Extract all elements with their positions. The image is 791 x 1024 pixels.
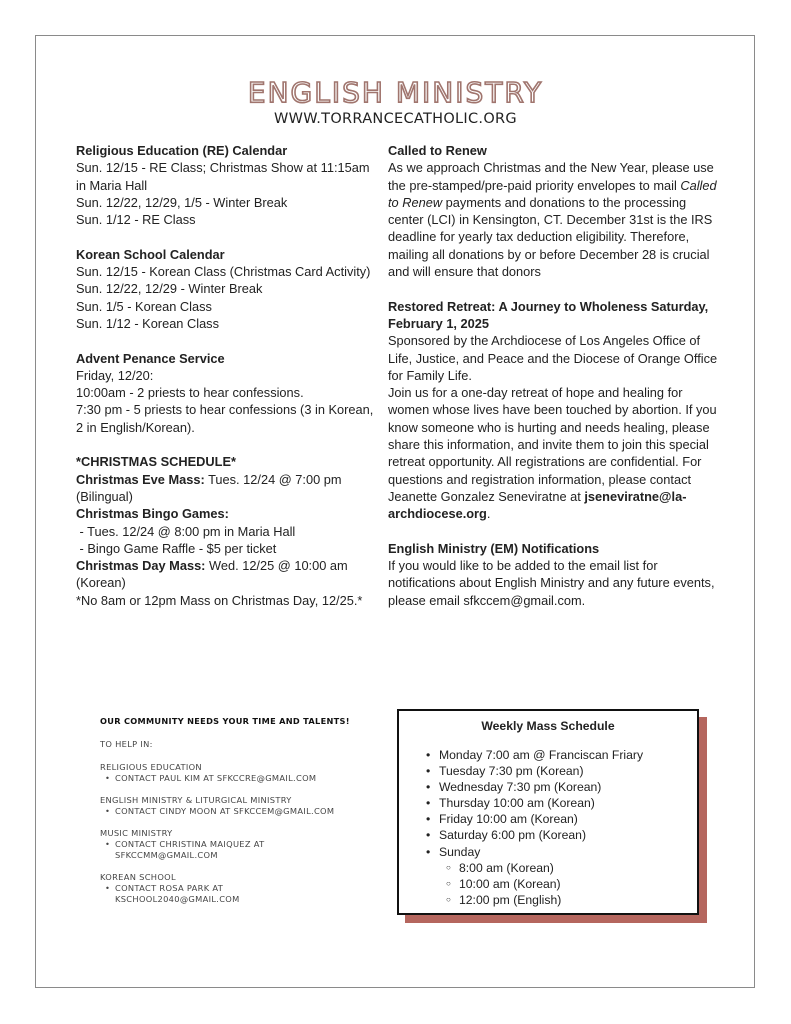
section-heading: Korean School Calendar xyxy=(76,246,225,262)
mass-item: • Monday 7:00 am @ Franciscan Friary xyxy=(439,747,697,763)
retreat-sponsor: Sponsored by the Archdiocese of Los Angeles Office of Life, Justice, and Peace and the Diocese of Orange Office for Family Life. xyxy=(388,333,718,383)
right-column xyxy=(388,142,723,626)
notifications-section xyxy=(388,540,723,609)
mass-list xyxy=(399,747,697,908)
ministry-contact: • CONTACT ROSA PARK AT KSCHOOL2040@GMAIL.COM xyxy=(115,883,265,905)
christmas-eve-mass xyxy=(76,471,376,506)
sunday-mass-item: ○ 8:00 am (Korean) xyxy=(459,860,697,876)
christmas-day-mass xyxy=(76,557,376,592)
section-heading: English Ministry (EM) Notifications xyxy=(388,540,600,556)
renew-italic: Called to Renew xyxy=(388,177,717,210)
mass-schedule-title: Weekly Mass Schedule xyxy=(481,719,615,733)
left-column xyxy=(76,142,376,626)
mass-item: • Friday 10:00 am (Korean) xyxy=(439,811,697,827)
penance-section xyxy=(76,350,376,436)
korean-calendar-section xyxy=(76,246,376,332)
calendar-line: Sun. 12/22, 12/29, 1/5 - Winter Break xyxy=(76,194,288,210)
calendar-line: Sun. 12/15 - Korean Class (Christmas Card Activity) xyxy=(76,264,371,280)
re-calendar-section xyxy=(76,142,376,228)
sunday-mass-item: ○ 12:00 pm (English) xyxy=(459,892,697,908)
retreat-body: Join us for a one-day retreat of hope and healing for women whose lives have been touched by abortion. If you know someone who is hurting and needs healing, please share this information, and invite them to join this special retreat opportunity. All registrations are confidential. For questions and registration information, please contact Jeanette Gonzalez Seneviratne at xyxy=(388,385,717,504)
mass-item: • Saturday 6:00 pm (Korean) xyxy=(439,827,697,843)
penance-line: 7:30 pm - 5 priests to hear confessions (3 in Korean, 2 in English/Korean). xyxy=(76,402,374,435)
called-to-renew-section xyxy=(388,142,723,280)
christmas-note: *No 8am or 12pm Mass on Christmas Day, 12/25.* xyxy=(76,592,363,608)
ministry-contact: • CONTACT CINDY MOON AT SFKCCEM@GMAIL.COM xyxy=(115,806,370,817)
mass-item: • Wednesday 7:30 pm (Korean) xyxy=(439,779,697,795)
penance-line: Friday, 12/20: xyxy=(76,367,154,383)
page-title: ENGLISH MINISTRY xyxy=(247,76,544,109)
period: . xyxy=(486,506,491,522)
section-heading: Restored Retreat: A Journey to Wholeness Saturday, February 1, 2025 xyxy=(388,298,709,331)
website-url: WWW.TORRANCECATHOLIC.ORG xyxy=(274,111,517,127)
ministry-name: KOREAN SCHOOL xyxy=(100,872,176,882)
retreat-email-link[interactable]: jseneviratne@la-archdiocese.org xyxy=(388,488,687,522)
mass-item-sunday xyxy=(439,844,697,908)
value: Tues. 12/24 @ 7:00 pm (Bilingual) xyxy=(76,471,342,504)
notifications-text: If you would like to be added to the email list for notifications about English Ministry and any future events, please email sfkccem@gmail.com. xyxy=(388,558,715,608)
bingo-line: - Tues. 12/24 @ 8:00 pm in Maria Hall xyxy=(76,523,296,539)
bingo-line: - Bingo Game Raffle - $5 per ticket xyxy=(76,540,277,556)
mass-item: • Tuesday 7:30 pm (Korean) xyxy=(439,763,697,779)
community-subtitle: TO HELP IN: xyxy=(100,739,153,749)
calendar-line: Sun. 1/12 - Korean Class xyxy=(76,315,219,331)
section-heading: *CHRISTMAS SCHEDULE* xyxy=(76,454,236,470)
calendar-line: Sun. 1/12 - RE Class xyxy=(76,212,196,228)
masthead xyxy=(0,76,791,128)
sunday-mass-item: ○ 10:00 am (Korean) xyxy=(459,876,697,892)
section-heading: Called to Renew xyxy=(388,143,487,158)
ministry-item xyxy=(100,828,370,861)
ministry-contact: • CONTACT PAUL KIM AT SFKCCRE@GMAIL.COM xyxy=(115,773,370,784)
renew-text: As we approach Christmas and the New Year, please use the pre-stamped/pre-paid priority envelopes to mail xyxy=(388,160,714,193)
mass-schedule-box xyxy=(397,709,699,915)
section-heading: Advent Penance Service xyxy=(76,350,225,366)
renew-text: payments and donations to the processing center (LCI) in Kensington, CT. December 31st is the IRS deadline for yearly tax deduction eligibility. Therefore, mailing all donations by or before December 28 is crucial and will ensure that donors xyxy=(388,194,713,280)
value: Wed. 12/25 @ 10:00 am (Korean) xyxy=(76,558,348,591)
sunday-list xyxy=(439,860,697,908)
community-section xyxy=(100,716,370,916)
retreat-section xyxy=(388,298,723,523)
label: Christmas Day Mass: xyxy=(76,558,206,574)
penance-line: 10:00am - 2 priests to hear confessions. xyxy=(76,385,304,401)
ministry-item xyxy=(100,762,370,784)
ministry-name: ENGLISH MINISTRY & LITURGICAL MINISTRY xyxy=(100,795,292,805)
ministry-item xyxy=(100,795,370,817)
label: Christmas Eve Mass: xyxy=(76,471,205,487)
calendar-line: Sun. 12/22, 12/29 - Winter Break xyxy=(76,281,263,297)
christmas-schedule-section xyxy=(76,453,376,609)
mass-item: • Thursday 10:00 am (Korean) xyxy=(439,795,697,811)
community-title: OUR COMMUNITY NEEDS YOUR TIME AND TALENTS! xyxy=(100,716,350,726)
ministry-item xyxy=(100,872,370,905)
bingo-heading: Christmas Bingo Games: xyxy=(76,506,229,522)
sunday-label: Sunday xyxy=(439,844,481,859)
calendar-line: Sun. 1/5 - Korean Class xyxy=(76,298,212,314)
calendar-line: Sun. 12/15 - RE Class; Christmas Show at 11:15am in Maria Hall xyxy=(76,160,370,193)
ministry-contact: • CONTACT CHRISTINA MAIQUEZ AT SFKCCMM@GMAIL.COM xyxy=(115,839,305,861)
ministry-name: MUSIC MINISTRY xyxy=(100,828,173,838)
ministry-name: RELIGIOUS EDUCATION xyxy=(100,762,202,772)
section-heading: Religious Education (RE) Calendar xyxy=(76,143,288,158)
